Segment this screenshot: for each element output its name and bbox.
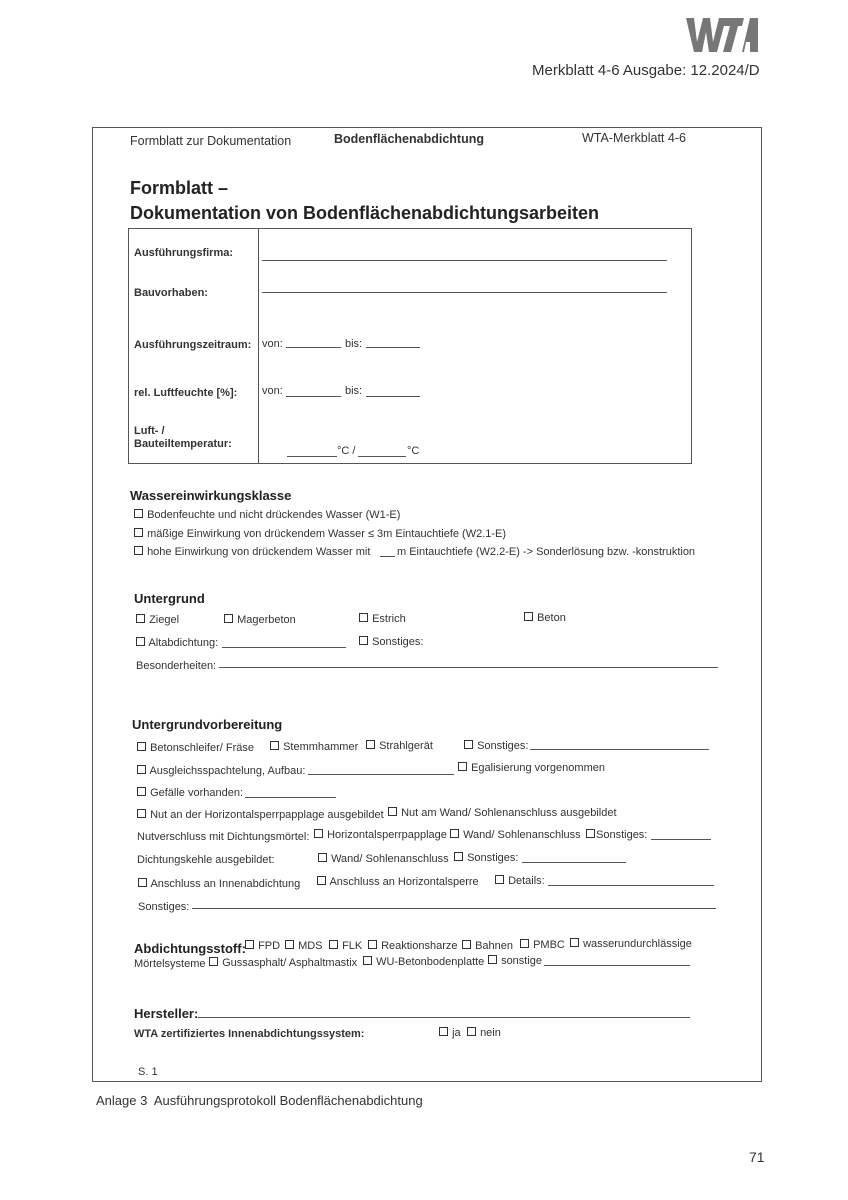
option-ausgleich[interactable] bbox=[137, 765, 305, 777]
field-altabdichtung[interactable] bbox=[222, 647, 346, 648]
option-label: sonstige bbox=[501, 955, 543, 967]
label-kehle: Dichtungskehle ausgebildet: bbox=[137, 854, 275, 866]
label-moertelsysteme: Mörtelsysteme bbox=[134, 958, 206, 970]
option-sonstige[interactable] bbox=[488, 955, 542, 967]
checkbox[interactable] bbox=[224, 614, 233, 623]
checkbox[interactable] bbox=[314, 829, 323, 838]
checkbox[interactable] bbox=[245, 940, 254, 949]
option-beton[interactable] bbox=[524, 612, 566, 624]
label-bis: bis: bbox=[345, 338, 363, 350]
option-label: Gefälle vorhanden: bbox=[150, 787, 244, 799]
option-label: Magerbeton bbox=[237, 614, 296, 626]
field-feuchte-bis[interactable] bbox=[366, 396, 420, 397]
option-gussasphalt[interactable] bbox=[209, 957, 357, 969]
checkbox[interactable] bbox=[359, 613, 368, 622]
option-egalisierung[interactable] bbox=[458, 762, 605, 774]
option-label: Anschluss an Innenabdichtung bbox=[150, 878, 301, 890]
option-label: FLK bbox=[342, 940, 363, 952]
form-header-right: WTA-Merkblatt 4-6 bbox=[582, 131, 686, 145]
field-sonstiges-3[interactable] bbox=[192, 908, 716, 909]
option-w22-suffix: m Eintauchtiefe (W2.2-E) -> Sonderlösung bzw. -konstruktion bbox=[397, 546, 696, 558]
option-label: wasserundurchlässige bbox=[583, 938, 692, 950]
option-label: Bodenfeuchte und nicht drückendes Wasser (W1-E) bbox=[147, 509, 401, 521]
option-magerbeton[interactable] bbox=[224, 614, 296, 626]
option-sonstiges-vorb[interactable] bbox=[464, 740, 528, 752]
checkbox[interactable] bbox=[318, 853, 327, 862]
checkbox[interactable] bbox=[495, 875, 504, 884]
field-details[interactable] bbox=[548, 885, 714, 886]
checkbox[interactable] bbox=[138, 878, 147, 887]
option-label: Bahnen bbox=[475, 940, 513, 952]
checkbox[interactable] bbox=[137, 765, 146, 774]
field-feuchte-von[interactable] bbox=[286, 396, 341, 397]
option-w21[interactable] bbox=[134, 528, 506, 540]
label-abdichtung: Abdichtungsstoff: bbox=[134, 941, 246, 956]
checkbox[interactable] bbox=[454, 852, 463, 861]
label-temp-line1: Luft- / bbox=[134, 425, 165, 437]
checkbox[interactable] bbox=[137, 809, 146, 818]
option-reaktionsharze[interactable] bbox=[368, 940, 458, 952]
wta-logo bbox=[684, 16, 760, 54]
option-wand-sohle-2[interactable] bbox=[318, 853, 449, 865]
field-firma[interactable] bbox=[262, 260, 667, 261]
option-label: Horizontalsperrpapplage bbox=[327, 829, 447, 841]
field-temp-bauteil[interactable] bbox=[358, 456, 406, 457]
option-sonstiges-nut[interactable] bbox=[586, 829, 647, 841]
caption bbox=[96, 1093, 423, 1108]
label-luftfeuchte: rel. Luftfeuchte [%]: bbox=[134, 387, 238, 399]
option-label: Ziegel bbox=[149, 614, 180, 626]
option-label: Details: bbox=[508, 875, 545, 887]
option-label: mäßige Einwirkung von drückendem Wasser ≤ 3m Eintauchtiefe (W2.1-E) bbox=[147, 528, 507, 540]
section-untergrund: Untergrund bbox=[134, 591, 205, 606]
option-nut-hs[interactable] bbox=[137, 809, 384, 821]
option-hs-papplage[interactable] bbox=[314, 829, 447, 841]
checkbox[interactable] bbox=[136, 614, 145, 623]
checkbox[interactable] bbox=[134, 546, 143, 555]
checkbox[interactable] bbox=[467, 1027, 476, 1036]
checkbox[interactable] bbox=[488, 955, 497, 964]
checkbox[interactable] bbox=[524, 612, 533, 621]
option-label: Nut am Wand/ Sohlenanschluss ausgebildet bbox=[401, 807, 617, 819]
caption-text: Ausführungsprotokoll Bodenflächenabdichtung bbox=[153, 1093, 423, 1108]
option-bahnen[interactable] bbox=[462, 940, 513, 952]
option-label: Wand/ Sohlenanschluss bbox=[331, 853, 449, 865]
option-strahlgeraet[interactable] bbox=[366, 740, 433, 752]
checkbox[interactable] bbox=[137, 742, 146, 751]
label-wta-zertifiziert: WTA zertifiziertes Innenabdichtungssystem: bbox=[134, 1028, 365, 1040]
option-fpd[interactable] bbox=[245, 940, 280, 952]
option-ziegel[interactable] bbox=[136, 614, 179, 626]
unit-celsius-1: °C / bbox=[337, 445, 356, 457]
option-label: Ausgleichsspachtelung, Aufbau: bbox=[149, 765, 306, 777]
field-sonstiges-kehle[interactable] bbox=[522, 862, 626, 863]
checkbox[interactable] bbox=[368, 940, 377, 949]
option-label: Reaktionsharze bbox=[381, 940, 458, 952]
checkbox[interactable] bbox=[464, 740, 473, 749]
option-label: Strahlgerät bbox=[379, 740, 433, 752]
option-label: Anschluss an Horizontalsperre bbox=[329, 876, 479, 888]
unit-celsius-2: °C bbox=[407, 445, 420, 457]
field-sonstige[interactable] bbox=[544, 965, 690, 966]
option-label: Estrich bbox=[372, 613, 406, 625]
label-firma: Ausführungsfirma: bbox=[134, 247, 233, 259]
checkbox[interactable] bbox=[285, 940, 294, 949]
field-besonderheiten[interactable] bbox=[219, 667, 718, 668]
checkbox[interactable] bbox=[134, 528, 143, 537]
checkbox[interactable] bbox=[458, 762, 467, 771]
label-bis: bis: bbox=[345, 385, 363, 397]
form-page-number: S. 1 bbox=[138, 1066, 158, 1078]
field-ausgleich[interactable] bbox=[308, 774, 454, 775]
option-wand-sohle[interactable] bbox=[450, 829, 581, 841]
label-sonstiges-3: Sonstiges: bbox=[138, 901, 190, 913]
option-altabdichtung[interactable] bbox=[136, 637, 218, 649]
field-sonstiges-nut[interactable] bbox=[651, 839, 711, 840]
label-von: von: bbox=[262, 338, 283, 350]
option-nein[interactable] bbox=[467, 1027, 501, 1039]
option-estrich[interactable] bbox=[359, 613, 406, 625]
field-zeitraum-bis[interactable] bbox=[366, 347, 420, 348]
option-gefaelle[interactable] bbox=[137, 787, 243, 799]
option-sonstiges-kehle[interactable] bbox=[454, 852, 518, 864]
checkbox[interactable] bbox=[270, 741, 279, 750]
checkbox[interactable] bbox=[366, 740, 375, 749]
label-hersteller: Hersteller: bbox=[134, 1006, 199, 1021]
option-nut-wand[interactable] bbox=[388, 807, 617, 819]
option-label: Sonstiges: bbox=[477, 740, 529, 752]
label-temp-line2: Bauteiltemperatur: bbox=[134, 438, 232, 450]
option-w1[interactable] bbox=[134, 509, 400, 521]
field-bauvorhaben[interactable] bbox=[262, 292, 667, 293]
checkbox[interactable] bbox=[134, 509, 143, 518]
option-label: PMBC bbox=[533, 939, 565, 951]
field-gefaelle[interactable] bbox=[245, 797, 336, 798]
info-box-divider bbox=[258, 228, 259, 464]
option-anschluss-hs[interactable] bbox=[317, 876, 479, 888]
option-sonstiges[interactable] bbox=[359, 636, 423, 648]
option-wu[interactable] bbox=[570, 938, 692, 950]
section-vorbereitung: Untergrundvorbereitung bbox=[132, 717, 283, 732]
checkbox[interactable] bbox=[586, 829, 595, 838]
option-ja[interactable] bbox=[439, 1027, 461, 1039]
option-pmbc[interactable] bbox=[520, 939, 565, 951]
option-label: Wand/ Sohlenanschluss bbox=[463, 829, 581, 841]
option-label: Sonstiges: bbox=[372, 636, 424, 648]
label-besonderheiten: Besonderheiten: bbox=[136, 660, 217, 672]
checkbox[interactable] bbox=[137, 787, 146, 796]
option-label: Egalisierung vorgenommen bbox=[471, 762, 605, 774]
field-sonstiges-vorb[interactable] bbox=[530, 749, 709, 750]
option-stemmhammer[interactable] bbox=[270, 741, 358, 753]
label-bauvorhaben: Bauvorhaben: bbox=[134, 287, 208, 299]
checkbox[interactable] bbox=[439, 1027, 448, 1036]
option-label: Stemmhammer bbox=[283, 741, 359, 753]
section-wasser: Wassereinwirkungsklasse bbox=[130, 488, 292, 503]
form-header-center: Bodenflächenabdichtung bbox=[334, 132, 484, 146]
option-label: MDS bbox=[298, 940, 323, 952]
option-label: hohe Einwirkung von drückendem Wasser mit bbox=[147, 546, 371, 558]
checkbox[interactable] bbox=[570, 938, 579, 947]
option-label: nein bbox=[480, 1027, 501, 1039]
option-label: Sonstiges: bbox=[467, 852, 519, 864]
checkbox[interactable] bbox=[136, 637, 145, 646]
option-betonschleifer[interactable] bbox=[137, 742, 254, 754]
option-label: Beton bbox=[537, 612, 566, 624]
checkbox[interactable] bbox=[388, 807, 397, 816]
field-zeitraum-von[interactable] bbox=[286, 347, 341, 348]
option-anschluss-innen[interactable] bbox=[138, 878, 300, 890]
checkbox[interactable] bbox=[209, 957, 218, 966]
option-label: Altabdichtung: bbox=[148, 637, 219, 649]
label-von: von: bbox=[262, 385, 283, 397]
page-number: 71 bbox=[749, 1149, 765, 1165]
checkbox[interactable] bbox=[450, 829, 459, 838]
option-mds[interactable] bbox=[285, 940, 323, 952]
option-label: Gussasphalt/ Asphaltmastix bbox=[222, 957, 358, 969]
checkbox[interactable] bbox=[329, 940, 338, 949]
option-label: Betonschleifer/ Fräse bbox=[150, 742, 254, 754]
option-w22[interactable] bbox=[134, 546, 370, 558]
option-label: WU-Betonbodenplatte bbox=[376, 956, 485, 968]
checkbox[interactable] bbox=[317, 876, 326, 885]
title-line2: Dokumentation von Bodenflächenabdichtungsarbeiten bbox=[130, 203, 600, 223]
field-temp-luft[interactable] bbox=[287, 456, 337, 457]
option-label: Nut an der Horizontalsperrpapplage ausgebildet bbox=[150, 809, 384, 821]
option-wu-beton[interactable] bbox=[363, 956, 484, 968]
label-zeitraum: Ausführungszeitraum: bbox=[134, 339, 252, 351]
caption-label: Anlage 3 bbox=[96, 1093, 148, 1108]
title-line1: Formblatt – bbox=[130, 178, 229, 198]
field-hersteller[interactable] bbox=[198, 1017, 690, 1018]
checkbox[interactable] bbox=[359, 636, 368, 645]
option-details[interactable] bbox=[495, 875, 545, 887]
label-nutverschluss: Nutverschluss mit Dichtungsmörtel: bbox=[137, 831, 310, 843]
form-header-left: Formblatt zur Dokumentation bbox=[130, 134, 292, 148]
field-eintauchtiefe[interactable] bbox=[380, 556, 395, 557]
checkbox[interactable] bbox=[462, 940, 471, 949]
option-flk[interactable] bbox=[329, 940, 362, 952]
option-label: Sonstiges: bbox=[596, 829, 648, 841]
option-label: FPD bbox=[258, 940, 281, 952]
option-label: ja bbox=[452, 1027, 461, 1039]
edition-label: Merkblatt 4-6 Ausgabe: 12.2024/D bbox=[532, 62, 760, 79]
checkbox[interactable] bbox=[363, 956, 372, 965]
checkbox[interactable] bbox=[520, 939, 529, 948]
